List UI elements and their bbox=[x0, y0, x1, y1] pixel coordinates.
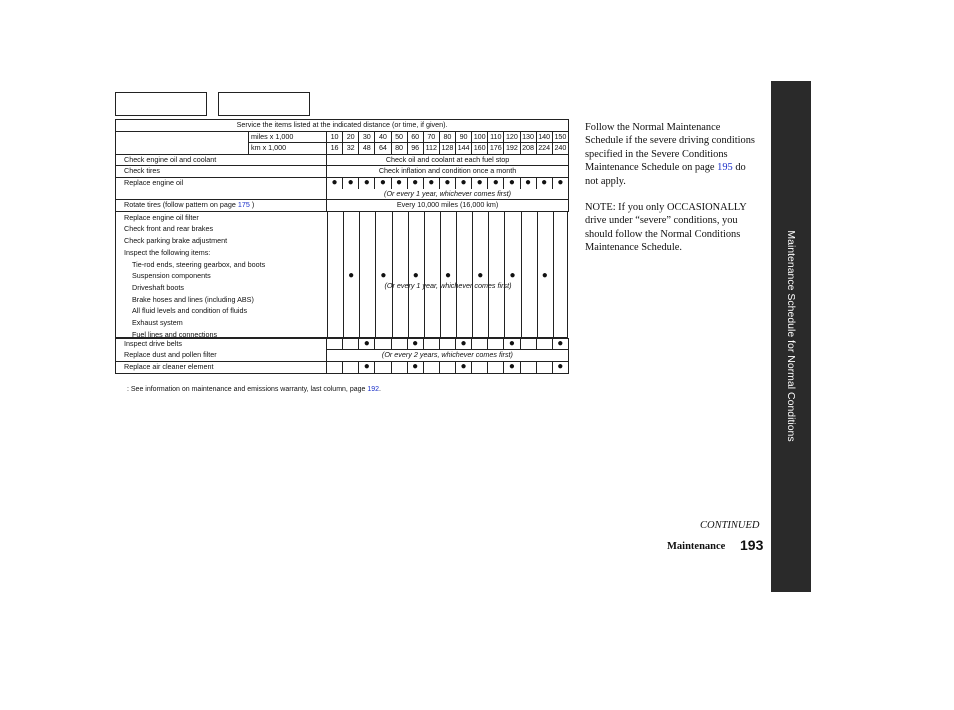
rotate-tires-note: Every 10,000 miles (16,000 km) bbox=[327, 200, 569, 212]
miles-value: 100 bbox=[472, 131, 488, 143]
intro-row bbox=[116, 120, 569, 132]
empty-cell bbox=[472, 338, 488, 350]
check-tires-note: Check inflation and condition once a month bbox=[327, 166, 569, 178]
column-divider bbox=[521, 212, 522, 337]
belt-interval-dot: ● bbox=[359, 338, 375, 350]
km-label: km x 1,000 bbox=[249, 143, 327, 155]
sidebar-title: Maintenance Schedule for Normal Conditions bbox=[785, 230, 797, 442]
oil-interval-dot: ● bbox=[552, 177, 568, 188]
empty-cell bbox=[520, 361, 536, 373]
column-divider bbox=[456, 212, 457, 337]
column-divider bbox=[504, 212, 505, 337]
belt-interval-dot: ● bbox=[456, 338, 472, 350]
air-cleaner-interval-dot: ● bbox=[407, 361, 423, 373]
service-interval-dot: ● bbox=[477, 269, 484, 281]
air-cleaner-interval-dot: ● bbox=[504, 361, 520, 373]
column-divider bbox=[472, 212, 473, 337]
empty-cell bbox=[327, 361, 343, 373]
empty-cell bbox=[439, 338, 455, 350]
service-interval-dot: ● bbox=[412, 269, 419, 281]
drive-belts-label: Inspect drive belts bbox=[116, 338, 327, 350]
belt-interval-dot: ● bbox=[504, 338, 520, 350]
empty-cell bbox=[375, 338, 391, 350]
oil-interval-dot: ● bbox=[407, 177, 423, 188]
miles-value: 80 bbox=[439, 131, 455, 143]
km-value: 192 bbox=[504, 143, 520, 155]
miles-value: 150 bbox=[552, 131, 568, 143]
footnote bbox=[127, 386, 381, 393]
miles-value: 30 bbox=[359, 131, 375, 143]
row-rotate-tires bbox=[116, 200, 569, 212]
side-paragraph-2: NOTE: If you only OCCASIONALLY drive under “severe” conditions, you should follow the Normal Conditions Maintenance Schedule. bbox=[585, 202, 747, 254]
continued-label: CONTINUED bbox=[700, 520, 760, 531]
km-value: 96 bbox=[407, 143, 423, 155]
air-cleaner-interval-dot: ● bbox=[456, 361, 472, 373]
km-value: 160 bbox=[472, 143, 488, 155]
miles-value: 70 bbox=[423, 131, 439, 143]
service-item: All fluid levels and condition of fluids bbox=[132, 306, 248, 316]
service-item: Fuel lines and connections bbox=[132, 329, 218, 339]
km-value: 224 bbox=[536, 143, 552, 155]
column-divider bbox=[424, 212, 425, 337]
oil-interval-dot: ● bbox=[488, 177, 504, 188]
empty-cell bbox=[327, 338, 343, 350]
miles-value: 60 bbox=[407, 131, 423, 143]
pollen-filter-label: Replace dust and pollen filter bbox=[116, 350, 327, 362]
miles-label: miles x 1,000 bbox=[249, 131, 327, 143]
km-value: 208 bbox=[520, 143, 536, 155]
check-oil-label: Check engine oil and coolant bbox=[116, 154, 327, 166]
belt-interval-dot: ● bbox=[407, 338, 423, 350]
row-pollen-filter bbox=[116, 350, 569, 362]
km-value: 112 bbox=[423, 143, 439, 155]
header-box-left bbox=[115, 92, 207, 116]
service-group-note: (Or every 1 year, whichever comes first) bbox=[384, 280, 512, 290]
miles-value: 110 bbox=[488, 131, 504, 143]
oil-interval-dot: ● bbox=[423, 177, 439, 188]
empty-cell bbox=[343, 361, 359, 373]
service-item: Driveshaft boots bbox=[132, 282, 184, 292]
empty-cell bbox=[375, 361, 391, 373]
footnote-page-link[interactable]: 192 bbox=[367, 386, 380, 393]
check-tires-label: Check tires bbox=[116, 166, 327, 178]
column-divider bbox=[327, 212, 328, 337]
rotate-label-suffix: ) bbox=[249, 200, 255, 210]
row-check-oil bbox=[116, 154, 569, 166]
rotate-page-link[interactable]: 175 bbox=[237, 200, 250, 210]
column-divider bbox=[359, 212, 360, 337]
row-air-cleaner bbox=[116, 361, 569, 373]
page-number: 193 bbox=[740, 537, 764, 553]
miles-value: 10 bbox=[327, 131, 343, 143]
oil-interval-dot: ● bbox=[375, 177, 391, 188]
air-cleaner-interval-dot: ● bbox=[359, 361, 375, 373]
empty-cell bbox=[423, 338, 439, 350]
oil-interval-dot: ● bbox=[391, 177, 407, 188]
side-p1-text-a: Follow the Normal Maintenance Schedule if the severe driving conditions specified in the Severe Conditions Maintenance Schedule on page bbox=[585, 122, 755, 174]
empty-cell bbox=[536, 361, 552, 373]
km-row bbox=[116, 143, 569, 155]
oil-interval-dot: ● bbox=[504, 177, 520, 188]
empty-cell bbox=[536, 338, 552, 350]
oil-interval-dot: ● bbox=[343, 177, 359, 188]
column-divider bbox=[553, 212, 554, 337]
empty-cell bbox=[488, 361, 504, 373]
schedule-grid-bottom bbox=[115, 338, 569, 374]
rotate-tires-label bbox=[116, 200, 327, 212]
maintenance-schedule-table bbox=[115, 119, 568, 374]
miles-row bbox=[116, 131, 569, 143]
miles-value: 140 bbox=[536, 131, 552, 143]
oil-interval-dot: ● bbox=[456, 177, 472, 188]
header-box-right bbox=[218, 92, 310, 116]
intro-text: Service the items listed at the indicated distance (or time, if given). bbox=[116, 120, 569, 132]
oil-interval-dot: ● bbox=[327, 177, 343, 188]
miles-value: 50 bbox=[391, 131, 407, 143]
service-item-list bbox=[124, 212, 265, 341]
service-item: Check front and rear brakes bbox=[124, 224, 214, 234]
service-interval-dot: ● bbox=[380, 269, 387, 281]
service-interval-dot: ● bbox=[348, 269, 355, 281]
empty-cell bbox=[439, 361, 455, 373]
oil-interval-dot: ● bbox=[520, 177, 536, 188]
oil-interval-dot: ● bbox=[359, 177, 375, 188]
service-interval-dot: ● bbox=[509, 269, 516, 281]
oil-interval-dot: ● bbox=[439, 177, 455, 188]
service-item: Replace engine oil filter bbox=[124, 212, 199, 222]
empty-cell bbox=[343, 338, 359, 350]
miles-value: 130 bbox=[520, 131, 536, 143]
blank-cell bbox=[116, 131, 249, 143]
empty-cell bbox=[423, 361, 439, 373]
check-oil-note: Check oil and coolant at each fuel stop bbox=[327, 154, 569, 166]
rotate-label-prefix: Rotate tires (follow pattern on page bbox=[124, 200, 238, 210]
column-divider bbox=[440, 212, 441, 337]
column-divider bbox=[488, 212, 489, 337]
service-interval-dot: ● bbox=[541, 269, 548, 281]
column-divider bbox=[375, 212, 376, 337]
empty-cell bbox=[391, 361, 407, 373]
side-p1-text-b: do not apply. bbox=[585, 162, 746, 187]
column-divider bbox=[343, 212, 344, 337]
miles-value: 40 bbox=[375, 131, 391, 143]
belt-interval-dot: ● bbox=[552, 338, 568, 350]
service-item: Suspension components bbox=[132, 271, 211, 281]
empty-cell bbox=[488, 338, 504, 350]
km-value: 80 bbox=[391, 143, 407, 155]
replace-oil-note: (Or every 1 year, whichever comes first) bbox=[327, 189, 569, 200]
empty-cell bbox=[472, 361, 488, 373]
miles-value: 90 bbox=[456, 131, 472, 143]
km-value: 64 bbox=[375, 143, 391, 155]
km-value: 176 bbox=[488, 143, 504, 155]
service-item: Inspect the following items: bbox=[124, 247, 211, 257]
belts-note: (Or every 2 years, whichever comes first) bbox=[327, 350, 569, 362]
replace-oil-label: Replace engine oil bbox=[116, 177, 327, 199]
service-interval-dot: ● bbox=[444, 269, 452, 281]
service-item: Check parking brake adjustment bbox=[124, 236, 228, 246]
section-sidebar-tab bbox=[771, 81, 811, 592]
empty-cell bbox=[520, 338, 536, 350]
service-item: Brake hoses and lines (including ABS) bbox=[132, 294, 254, 304]
oil-interval-dot: ● bbox=[536, 177, 552, 188]
blank-cell bbox=[116, 143, 249, 155]
oil-interval-dot: ● bbox=[472, 177, 488, 188]
row-check-tires bbox=[116, 166, 569, 178]
air-cleaner-interval-dot: ● bbox=[552, 361, 568, 373]
miles-value: 20 bbox=[343, 131, 359, 143]
side-notes bbox=[585, 121, 760, 268]
service-item: Exhaust system bbox=[132, 318, 183, 328]
side-page-link[interactable]: 195 bbox=[717, 162, 733, 174]
km-value: 128 bbox=[439, 143, 455, 155]
empty-cell bbox=[391, 338, 407, 350]
air-cleaner-label: Replace air cleaner element bbox=[116, 361, 327, 373]
service-item: Tie-rod ends, steering gearbox, and boots bbox=[132, 259, 266, 269]
schedule-grid-top bbox=[115, 119, 569, 212]
km-value: 16 bbox=[327, 143, 343, 155]
section-name: Maintenance bbox=[667, 541, 726, 552]
side-paragraph-1 bbox=[585, 121, 760, 188]
km-value: 32 bbox=[343, 143, 359, 155]
km-value: 240 bbox=[552, 143, 568, 155]
column-divider bbox=[537, 212, 538, 337]
footnote-prefix: : See information on maintenance and emissions warranty, last column, page bbox=[127, 386, 368, 393]
column-divider bbox=[392, 212, 393, 337]
service-group-block bbox=[115, 212, 568, 338]
footnote-suffix: . bbox=[379, 386, 381, 393]
row-replace-oil bbox=[116, 177, 569, 188]
column-divider bbox=[408, 212, 409, 337]
miles-value: 120 bbox=[504, 131, 520, 143]
km-value: 144 bbox=[456, 143, 472, 155]
km-value: 48 bbox=[359, 143, 375, 155]
